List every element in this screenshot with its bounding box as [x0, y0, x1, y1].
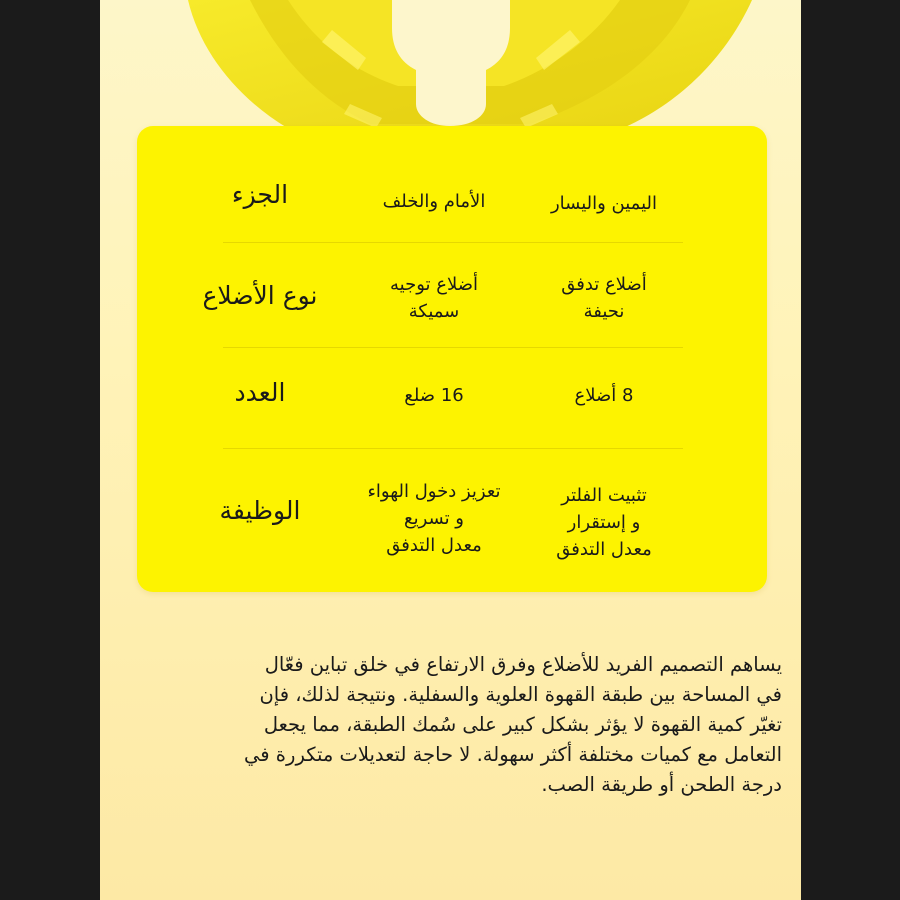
row-header: العدد [234, 378, 286, 407]
description-paragraph [122, 650, 782, 800]
description-line: التعامل مع كميات مختلفة أكثر سهولة. لا حاجة لتعديلات متكررة في [244, 743, 782, 766]
left-right-cell: 8 أضلاع [574, 385, 634, 406]
right-margin [801, 0, 900, 900]
row-divider [223, 448, 683, 449]
left-right-cell: تثبيت الفلتر و إستقرار معدل التدفق [556, 485, 652, 560]
description-line: تغيّر كمية القهوة لا يؤثر بشكل كبير على سُمك الطبقة، مما يجعل [263, 713, 782, 736]
table-row [137, 261, 767, 351]
row-divider [223, 347, 683, 348]
product-info-page [100, 0, 801, 900]
front-back-cell: أضلاع توجيه سميكة [389, 274, 478, 322]
table-row [137, 466, 767, 576]
table-row [137, 366, 767, 436]
row-header: الوظيفة [219, 496, 301, 525]
front-back-cell: تعزيز دخول الهواء و تسريع معدل التدفق [367, 481, 501, 556]
left-right-cell: أضلاع تدفق نحيفة [561, 274, 647, 322]
left-margin [0, 0, 100, 900]
description-line: في المساحة بين طبقة القهوة العلوية والسفلية. ونتيجة لذلك، فإن [259, 683, 782, 706]
left-right-cell: اليمين واليسار [550, 193, 658, 214]
row-divider [223, 242, 683, 243]
description-line: درجة الطحن أو طريقة الصب. [541, 773, 782, 796]
front-back-cell: الأمام والخلف [382, 191, 486, 212]
table-row [137, 176, 767, 246]
row-header: نوع الأضلاع [202, 281, 318, 310]
front-back-cell: 16 ضلع [404, 385, 464, 406]
description-line: يساهم التصميم الفريد للأضلاع وفرق الارتفاع في خلق تباين فعّال [264, 653, 782, 676]
row-header: الجزء [231, 180, 289, 209]
spec-table-card [137, 126, 767, 592]
coffee-dripper-icon [100, 0, 801, 140]
